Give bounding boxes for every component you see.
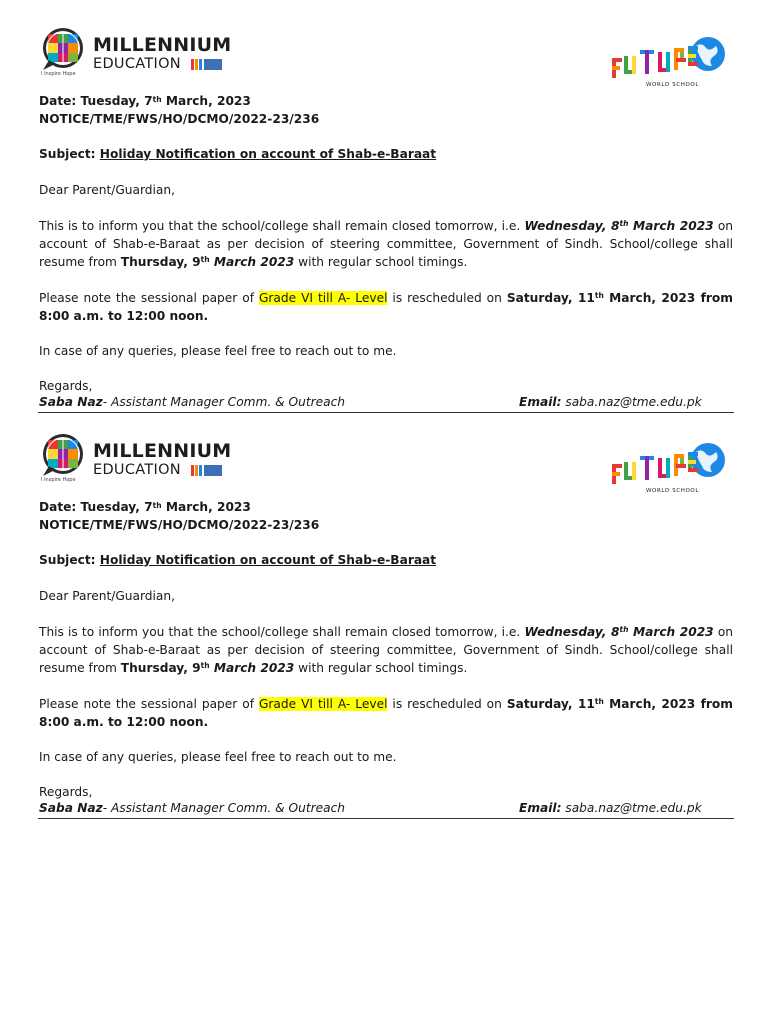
logo-tagline-world-school: WORLD SCHOOL	[646, 82, 700, 88]
notice	[0, 0, 768, 409]
millennium-education-logo	[39, 26, 239, 78]
salutation: Dear Parent/Guardian,	[39, 183, 175, 197]
logo-tagline-world-school: WORLD SCHOOL	[646, 488, 700, 494]
notice-reference: NOTICE/TME/FWS/HO/DCMO/2022-23/236	[39, 112, 320, 126]
signatory-title: - Assistant Manager Comm. & Outreach	[102, 395, 346, 409]
logo-text-education: EDUCATION	[93, 462, 181, 478]
highlighted-grade-range: Grade VI till A- Level	[258, 697, 388, 711]
paragraph-queries: In case of any queries, please feel free to reach out to me.	[39, 344, 397, 358]
logo-text-millennium: MILLENNIUM	[93, 34, 232, 56]
future-world-school-logo	[608, 438, 730, 500]
regards: Regards,	[39, 785, 93, 799]
notice-date: Date: Tuesday, 7th March, 2023	[39, 500, 251, 514]
highlighted-grade-range: Grade VI till A- Level	[258, 291, 388, 305]
notice-reference: NOTICE/TME/FWS/HO/DCMO/2022-23/236	[39, 518, 320, 532]
salutation: Dear Parent/Guardian,	[39, 589, 175, 603]
logo-tagline: I Inspire Hope	[41, 71, 76, 77]
paragraph-reschedule: Please note the sessional paper of Grade VI till A- Level is rescheduled on Saturday, 11th March, 2023 from 8:00 a.m. to 12:00 noon.	[39, 697, 733, 729]
logo-text-millennium: MILLENNIUM	[93, 440, 232, 462]
millennium-education-logo	[39, 432, 239, 484]
signatory-email: Email: saba.naz@tme.edu.pk	[519, 395, 702, 409]
paragraph-closure: This is to inform you that the school/college shall remain closed tomorrow, i.e. Wednesday, 8th March 2023 on account of Shab-e-Baraat as per decision of steering committee, Government of Sindh. School/college shall resume from Thursday, 9th March 2023 with regular school timings.	[39, 625, 733, 675]
regards: Regards,	[39, 379, 93, 393]
paragraph-queries: In case of any queries, please feel free to reach out to me.	[39, 750, 397, 764]
future-world-school-logo	[608, 32, 730, 94]
notice-subject: Subject: Holiday Notification on account of Shab-e-Baraat	[39, 553, 437, 567]
logo-color-bars-icon	[191, 465, 223, 476]
globe-logo-icon	[39, 26, 87, 74]
logo-text-education: EDUCATION	[93, 56, 181, 72]
logo-tagline: I Inspire Hope	[41, 477, 76, 483]
signature-line	[39, 801, 733, 815]
signatory-name: Saba Naz	[39, 395, 103, 409]
separator-rule	[38, 818, 734, 819]
notice-subject: Subject: Holiday Notification on account of Shab-e-Baraat	[39, 147, 437, 161]
signatory-name: Saba Naz	[39, 801, 103, 815]
future-logo-icon	[608, 438, 730, 488]
signatory-email: Email: saba.naz@tme.edu.pk	[519, 801, 702, 815]
notice	[0, 406, 768, 815]
paragraph-reschedule: Please note the sessional paper of Grade VI till A- Level is rescheduled on Saturday, 11th March, 2023 from 8:00 a.m. to 12:00 noon.	[39, 291, 733, 323]
logo-color-bars-icon	[191, 59, 223, 70]
paragraph-closure: This is to inform you that the school/college shall remain closed tomorrow, i.e. Wednesday, 8th March 2023 on account of Shab-e-Baraat as per decision of steering committee, Government of Sindh. School/college shall resume from Thursday, 9th March 2023 with regular school timings.	[39, 219, 733, 269]
notice-date: Date: Tuesday, 7th March, 2023	[39, 94, 251, 108]
signatory-title: - Assistant Manager Comm. & Outreach	[102, 801, 346, 815]
future-logo-icon	[608, 32, 730, 82]
globe-logo-icon	[39, 432, 87, 480]
